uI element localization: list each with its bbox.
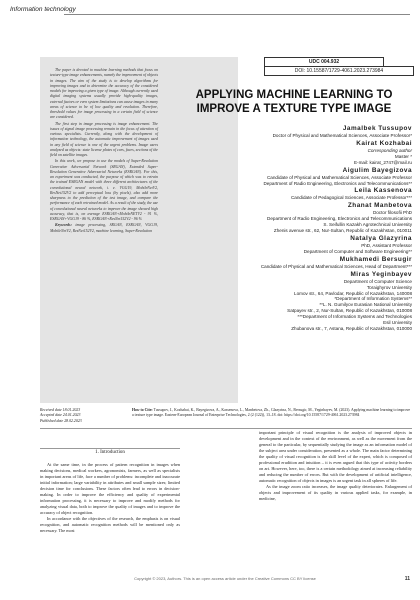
author-affiliation: Lomov str., 64, Pavlodar, Republic of Kazakhstan, 140008 xyxy=(294,290,412,296)
body-column-right xyxy=(259,430,412,502)
author-affiliation: PhD, Assistant Professor xyxy=(361,242,412,248)
body-column-left xyxy=(40,462,180,534)
abstract-paragraph: In this work, we propose to use the models of Super-Resolution Generative Adversarial Network (SRGAN), Extended Super-Resolution Generative Adversarial Networks (ESRGAN). For this, an experiment was conducted, the purpose of which was to retrain the trained ESRGAN model with three different architectures of the convolutional neural network, i. e. VGG19, MobileNetV2, ResNet152V2 to add perceptual loss (by pixels), also add more sharpness to the prediction of the test image, and compare the performance of each retrained model. As a result of the study, the use of convolutional neural networks to improve the image showed high accuracy, that is, on average ESRGAN+MobileNETV2 - 91 %, ESRGAN+VGG19 - 86 %, ESRGAN+ResNet152V2 - 96 % xyxy=(50,159,158,221)
page-number: 11 xyxy=(404,576,410,582)
citation xyxy=(132,408,412,419)
dates xyxy=(40,408,126,424)
author-affiliation: Zhubanova str., 7, Astana, Republic of Kazakhstan, 010000 xyxy=(291,325,412,331)
received-date: Received date 18.01.2023 xyxy=(40,408,81,412)
running-header xyxy=(10,6,410,20)
author-affiliation: S. Seifullin Kazakh Agrotechnical University xyxy=(323,222,412,228)
author-affiliation: Corresponding author xyxy=(367,147,412,153)
author-affiliation: Master * xyxy=(394,153,412,159)
section-title: 1. Introduction xyxy=(95,450,125,455)
body-paragraph: In accordance with the objectives of the research, the emphasis is on visual recognition, and automatic recognition methods will be mentioned only as necessary. The most xyxy=(40,516,180,533)
keywords xyxy=(50,223,158,234)
author-affiliation: Satpayev str., 2, Nur-Sultan, Republic of Kazakhstan, 010008 xyxy=(287,308,412,314)
accepted-date: Accepted date 24.01.2023 xyxy=(40,413,81,418)
author-affiliation: E-mail: kairat_2747@mail.ru xyxy=(353,159,412,165)
divider xyxy=(40,428,412,429)
doi[interactable]: DOI: 10.15587/1729-4061.2023.273984 xyxy=(264,66,414,76)
license-footer: Copyright © 2023, Authors. This is an open access article under the Creative Commons CC BY license xyxy=(134,576,316,581)
author-name: Miras Yeginbayev xyxy=(350,270,412,278)
author-affiliation: Department of Radio Engineering, Electronics and Telecommunications xyxy=(267,216,412,222)
author-affiliation: Candidate of Physical and Mathematical Sciences, Associate Professor xyxy=(266,174,412,180)
body-paragraph: important principle of visual recognition is the analysis of improved objects in development and in the context of the environment, as well as the movement from the general to the particular, by sequentially studying the image as an information model of the subject area under consideration, presented as a whole. The main factor determining the quality of visual recognition is the skill level of the expert, which is composed of professional erudition and intuition – it is even argued that this type of activity borders on art. However, here, too, there is a certain methodology aimed at increasing reliability and reducing the number of errors. But with the development of artificial intelligence, automatic recognition of objects in images is an urgent task in all spheres of life. xyxy=(259,430,412,483)
author-list xyxy=(160,124,412,332)
author-affiliation: **L. N. Gumilyov Eurasian National University xyxy=(319,302,412,308)
keywords-label: Keywords: xyxy=(55,223,72,228)
author-affiliation: Candidate of Physical and Mathematical Sciences, Head of Department*** xyxy=(260,263,412,269)
author-name: Zhanat Manbetova xyxy=(347,202,412,210)
abstract xyxy=(50,68,158,235)
author-name: Aigulim Bayegizova xyxy=(342,166,412,174)
author-name: Natalya Glazyrina xyxy=(350,234,412,242)
cite-text[interactable]: Tussupov, J., Kozhabai, K., Bayegizova, A., Kassenova, L., Manbetova, Zh., Glazyrina, N., Bersugir, M., Yeginbayev, M. (2023). Applying machine learning to improve a texture type image. Eastern-European Journal of Enterprise Technologies, 2 (2 (122)), 13–18. doi: https://doi.org/10.15587/1729-4061.2023.273984 xyxy=(132,408,411,418)
udc-code: UDC 004.932 xyxy=(264,57,384,67)
keywords-text: image processing, SRGAN, ESRGAN, VGG19, MobileNetV2, ResNet152V2, machine learning, Super-Resolution xyxy=(50,223,158,233)
author-affiliation: Doctor filosofii PhD xyxy=(372,210,412,216)
abstract-paragraph: The first step in image processing is image enhancement. The issues of signal image processing remain in the focus of attention of various specialists. Currently, along with the development of information technology, the automatic improvement of images used in any field of science is one of the urgent problems. Image users analyzed as objects: state license plates of cars, faces, sections of the field on satellite images. xyxy=(50,121,158,157)
author-name: Jamalbek Tussupov xyxy=(342,125,412,132)
author-affiliation: Department of Radio Engineering, Electronics and Telecommunications** xyxy=(263,180,412,186)
section-label: Information technology xyxy=(10,6,76,13)
author-name: Kairat Kozhabai xyxy=(356,139,412,147)
author-affiliation: Candidate of Pedagogical Sciences, Associate Professor*** xyxy=(290,195,412,201)
cite-label: How to Cite: xyxy=(132,408,153,412)
paper-title: APPLYING MACHINE LEARNING TO IMPROVE A TEXTURE TYPE IMAGE xyxy=(195,89,393,115)
author-affiliation: *Department of Information Systems** xyxy=(334,296,412,302)
author-affiliation: Department of Computer Science xyxy=(343,278,412,284)
author-name: Mukhamedi Bersugir xyxy=(339,255,412,263)
author-affiliation: Department of Computer and Software Engineering** xyxy=(303,248,412,254)
author-affiliation: Esil University xyxy=(383,320,412,326)
author-name: Leila Kassenova xyxy=(354,187,412,195)
body-paragraph: At the same time, in the process of pattern recognition in images when making decisions, medical workers, agronomists, farmers, as well as specialists in important areas of life, face a number of problems: incomplete and inaccurate initial information; large variability in attributes and small sample sizes; limited decision time for conclusions. These factors often lead to errors in decision-making. In order to improve the efficiency and quality of experimental information processing, it is necessary to improve and modify methods for analyzing visual data, both to improve the quality of images and to improve the accuracy of object recognition. xyxy=(40,462,180,515)
section-divider xyxy=(40,448,180,449)
header-rule xyxy=(64,14,410,15)
body-paragraph: As the image zoom ratio increases, the image quality deteriorates. Enlargement of objects and improvement of its quality in various applied tasks, for example, in medicine, xyxy=(259,484,412,501)
abstract-paragraph: The paper is devoted to machine learning methods that focus on texture-type image enhancements, namely the improvement of objects in images. The aim of the study is to develop algorithms for improving images and to determine the accuracy of the considered models for improving a given type of image. Although currently used digital imaging systems usually provide high-quality images, external factors or even system limitations can cause images in many areas of science to be of low quality and resolution. Therefore, threshold values for image processing in a certain field of science are considered. xyxy=(50,68,158,120)
author-affiliation: Zhenis avenue str., 62, Nur-Sultan, Republic of Kazakhstan, 010011 xyxy=(273,228,412,234)
author-affiliation: Toraighyrov University xyxy=(366,284,412,290)
author-affiliation: Doctor of Physical and Mathematical Sciences, Associate Professor* xyxy=(272,133,412,138)
published-date: Published date 28.02.2023 xyxy=(40,418,82,423)
author-affiliation: ***Department of Information Systems and Technologies xyxy=(297,314,412,320)
